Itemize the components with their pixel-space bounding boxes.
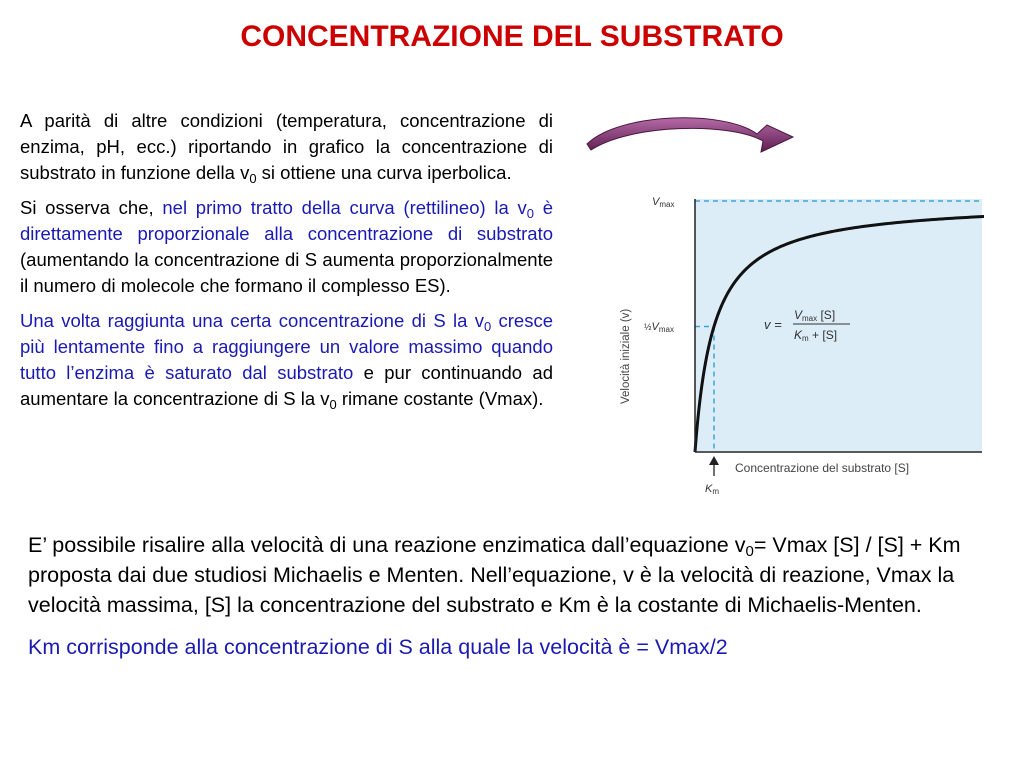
text: Si osserva che, bbox=[20, 197, 163, 218]
equation-denominator: Km + [S] bbox=[794, 328, 838, 343]
curved-arrow-icon bbox=[585, 112, 800, 162]
subscript: 0 bbox=[526, 206, 534, 221]
paragraph-linear bbox=[20, 195, 553, 299]
subscript: 0 bbox=[249, 171, 257, 186]
highlight-text: è direttamente proporzionale alla concentrazione di substrato bbox=[20, 197, 553, 244]
highlight-text: nel primo tratto della curva (rettilineo) la v bbox=[162, 197, 527, 218]
highlight-text: cresce più lentamente fino a raggiungere un valore massimo quando tutto l’enzima è saturato dal substrato bbox=[20, 310, 553, 383]
text: e pur continuando ad aumentare la concentrazione di S la v bbox=[20, 362, 553, 409]
equation-numerator: Vmax [S] bbox=[794, 308, 836, 323]
paragraph-intro bbox=[20, 108, 553, 186]
paragraph-equation bbox=[28, 530, 994, 620]
text: E’ possibile risalire alla velocità di una reazione enzimatica dall’equazione v bbox=[28, 533, 746, 557]
subscript: 0 bbox=[745, 543, 754, 560]
subscript: 0 bbox=[329, 397, 337, 412]
highlight-text: Una volta raggiunta una certa concentrazione di S la v bbox=[20, 310, 484, 331]
michaelis-menten-chart bbox=[612, 186, 984, 498]
tick-label-half-vmax: ½Vmax bbox=[644, 321, 674, 334]
km-arrow-icon bbox=[709, 456, 719, 476]
plot-area bbox=[695, 199, 982, 451]
paragraph-km: Km corrisponde alla concentrazione di S alla quale la velocità è = Vmax/2 bbox=[28, 635, 728, 659]
y-axis-label: Velocità iniziale (v) bbox=[620, 308, 632, 404]
text: si ottiene una curva iperbolica. bbox=[256, 162, 512, 183]
text: rimane costante (Vmax). bbox=[336, 388, 544, 409]
equation-lhs: v = bbox=[764, 317, 782, 332]
tick-label-vmax: Vmax bbox=[652, 196, 675, 209]
text-column bbox=[20, 108, 553, 421]
tick-label-km: Km bbox=[705, 483, 720, 496]
paragraph-saturation bbox=[20, 308, 553, 412]
text: (aumentando la concentrazione di S aumenta proporzionalmente il numero di molecole che formano il complesso ES). bbox=[20, 249, 553, 296]
x-axis-label: Concentrazione del substrato [S] bbox=[735, 461, 910, 475]
text: A parità di altre condizioni (temperatura, concentrazione di enzima, pH, ecc.) riportando in grafico la concentrazione di substrato in funzione della v bbox=[20, 110, 553, 183]
bottom-text bbox=[28, 530, 994, 674]
subscript: 0 bbox=[483, 319, 492, 334]
page-title: CONCENTRAZIONE DEL SUBSTRATO bbox=[240, 20, 784, 53]
text: = Vmax [S] / [S] + Km proposta dai due studiosi Michaelis e Menten. Nell’equazione, v è la velocità di reazione, Vmax la velocità massima, [S] la concentrazione del substrato e Km è la costante di Michaelis-Menten. bbox=[28, 533, 961, 617]
